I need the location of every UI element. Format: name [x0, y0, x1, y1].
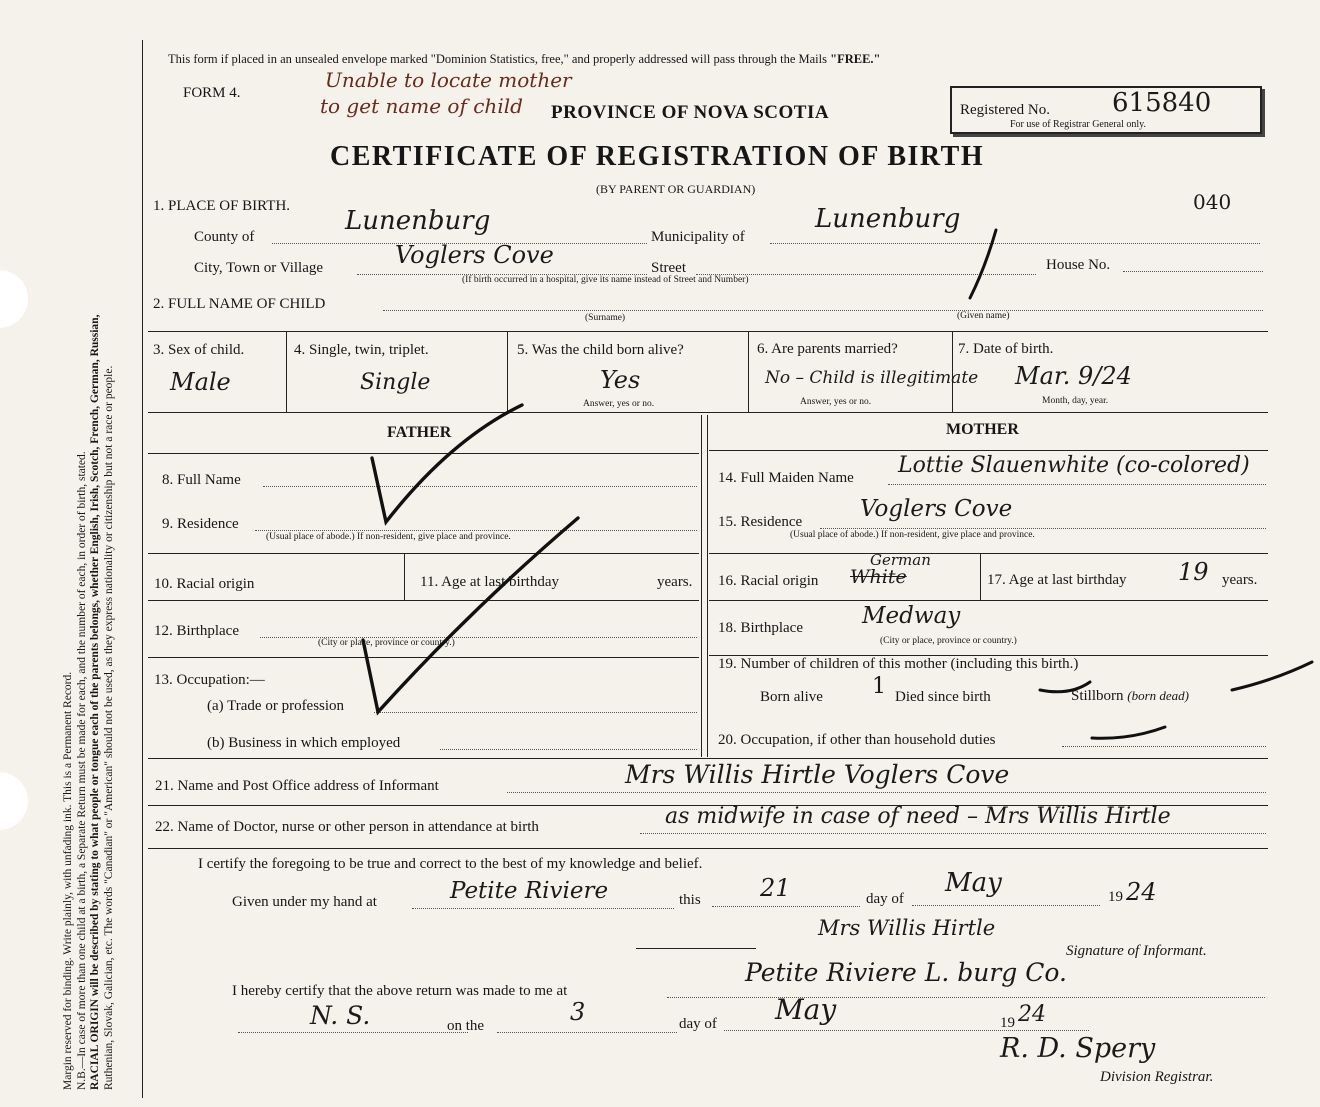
mother-age-label: 17. Age at last birthday: [987, 572, 1127, 588]
sex-value[interactable]: Male: [170, 368, 231, 396]
mother-birthplace-value[interactable]: Medway: [862, 603, 961, 629]
registrar-use-note: For use of Registrar General only.: [1010, 119, 1146, 130]
street-label: Street: [651, 260, 686, 276]
registrar-day-value[interactable]: 3: [570, 998, 586, 1026]
registered-label: Registered No.: [960, 102, 1050, 118]
father-residence-label: 9. Residence: [162, 516, 239, 532]
mother-racial-struck: White: [850, 566, 907, 588]
given-year-suffix[interactable]: 24: [1126, 878, 1157, 906]
dob-label: 7. Date of birth.: [958, 341, 1054, 357]
annotation-code: 040: [1193, 190, 1232, 214]
father-racial-label: 10. Racial origin: [154, 576, 255, 592]
informant-signature: Mrs Willis Hirtle: [818, 916, 996, 940]
father-age-unit: years.: [657, 574, 693, 590]
informant-label: 21. Name and Post Office address of Informant: [155, 778, 439, 794]
county-label: County of: [194, 229, 255, 245]
mother-age-value[interactable]: 19: [1178, 558, 1209, 586]
registered-number: 615840: [1112, 88, 1212, 118]
died-since-birth-dash: [1040, 682, 1090, 692]
registrar-signature: R. D. Spery: [1000, 1033, 1156, 1064]
mother-residence-label: 15. Residence: [718, 514, 803, 530]
house-no-label: House No.: [1046, 257, 1111, 273]
father-trade-label: (a) Trade or profession: [207, 698, 345, 714]
mail-notice-text: This form if placed in an unsealed envelope marked "Dominion Statistics, free," and properly addressed will pass through the Mails: [168, 52, 827, 66]
certify-statement: I certify the foregoing to be true and correct to the best of my knowledge and belief.: [198, 856, 703, 872]
father-birthplace-label: 12. Birthplace: [154, 623, 239, 639]
mother-heading: MOTHER: [946, 421, 1019, 438]
given-day-value[interactable]: 21: [760, 874, 791, 902]
father-occupation-label: 13. Occupation:—: [154, 672, 265, 688]
margin-line-1: Margin reserved for binding. Write plainly, with unfading ink. This is a Permanent Record.: [62, 671, 74, 1090]
place-of-birth-heading: 1. PLACE OF BIRTH.: [153, 198, 291, 214]
mother-occupation-dash: [1092, 727, 1165, 738]
child-name-heading: 2. FULL NAME OF CHILD: [153, 296, 326, 312]
attendant-value[interactable]: as midwife in case of need – Mrs Willis Hirtle: [665, 804, 1171, 829]
registrar-place-value[interactable]: Petite Riviere L. burg Co.: [745, 958, 1067, 987]
mother-occupation-label: 20. Occupation, if other than household duties: [718, 732, 996, 748]
mother-birthplace-label: 18. Birthplace: [718, 620, 803, 636]
province-title: PROVINCE OF NOVA SCOTIA: [551, 102, 830, 123]
stillborn-text: Stillborn: [1071, 688, 1124, 704]
father-residence-caption: (Usual place of abode.) If non-resident, give place and province.: [266, 532, 511, 542]
annotation-line-2: to get name of child: [320, 94, 523, 118]
died-since-birth-label: Died since birth: [895, 689, 991, 705]
dob-caption: Month, day, year.: [1042, 396, 1109, 406]
parents-married-caption: Answer, yes or no.: [800, 397, 872, 407]
mother-age-unit: years.: [1222, 572, 1258, 588]
registrar-day-of-label: day of: [679, 1016, 717, 1032]
given-name-caption: (Given name): [957, 311, 1010, 321]
mother-racial-value[interactable]: German: [870, 551, 931, 569]
plurality-label: 4. Single, twin, triplet.: [294, 342, 429, 358]
father-birthplace-caption: (City or place, province or country.): [318, 638, 455, 648]
registrar-month-value[interactable]: May: [775, 993, 837, 1026]
father-name-label: 8. Full Name: [162, 472, 241, 488]
born-alive-value[interactable]: Yes: [600, 366, 641, 394]
mother-name-value[interactable]: Lottie Slauenwhite (co-colored): [898, 453, 1250, 478]
father-check-mark-1: [372, 405, 522, 522]
plurality-value[interactable]: Single: [360, 370, 431, 395]
informant-value[interactable]: Mrs Willis Hirtle Voglers Cove: [625, 760, 1010, 789]
sex-label: 3. Sex of child.: [153, 342, 245, 358]
registrar-year-prefix: 19: [1000, 1015, 1015, 1031]
mother-name-label: 14. Full Maiden Name: [718, 470, 854, 486]
given-day-of-label: day of: [866, 891, 904, 907]
given-place-value[interactable]: Petite Riviere: [450, 878, 609, 904]
registrar-caption: Division Registrar.: [1100, 1069, 1214, 1085]
dob-value[interactable]: Mar. 9/24: [1015, 362, 1132, 390]
annotation-line-1: Unable to locate mother: [325, 68, 572, 92]
attendant-label: 22. Name of Doctor, nurse or other person in attendance at birth: [155, 819, 539, 835]
father-age-label: 11. Age at last birthday: [420, 574, 559, 590]
county-value[interactable]: Lunenburg: [345, 206, 491, 236]
born-alive-caption: Answer, yes or no.: [583, 399, 655, 409]
street-dash-mark: [970, 230, 996, 298]
form-number: FORM 4.: [183, 85, 241, 101]
city-label: City, Town or Village: [194, 260, 324, 276]
given-under-label: Given under my hand at: [232, 894, 377, 910]
registrar-year-suffix[interactable]: 24: [1018, 1002, 1046, 1027]
given-year-prefix: 19: [1108, 889, 1123, 905]
mother-residence-value[interactable]: Voglers Cove: [860, 496, 1013, 522]
surname-caption: (Surname): [585, 313, 626, 323]
margin-line-3: RACIAL ORIGIN will be described by stating to what people or tongue each of the parents belongs, whether English, Irish, Scotch, French, German, Russian,: [89, 314, 102, 1090]
given-month-value[interactable]: May: [945, 868, 1002, 898]
mother-children-label: 19. Number of children of this mother (including this birth.): [718, 656, 1079, 672]
this-label: this: [679, 892, 701, 908]
municipality-label: Municipality of: [651, 229, 745, 245]
certificate-subtitle: (BY PARENT OR GUARDIAN): [596, 182, 756, 196]
city-value[interactable]: Voglers Cove: [395, 241, 554, 269]
registrar-on-the-label: on the: [447, 1018, 485, 1034]
hospital-note: (If birth occurred in a hospital, give its name instead of Street and Number): [462, 275, 749, 285]
father-business-label: (b) Business in which employed: [207, 735, 401, 751]
margin-line-2: N.B.—In case of more than one child at a birth, a Separate Return must be made for each, and the number of each, in order of birth, stated.: [75, 451, 88, 1090]
margin-line-4: Ruthenian, Slovak, Galician, etc. The words "Canadian" or "American" should not be used, as they express nationality or citizenship but not a race or people.: [102, 365, 115, 1090]
mother-racial-label: 16. Racial origin: [718, 573, 819, 589]
born-alive-label: 5. Was the child born alive?: [517, 342, 684, 358]
certificate-title: CERTIFICATE OF REGISTRATION OF BIRTH: [330, 141, 985, 172]
municipality-value[interactable]: Lunenburg: [815, 204, 961, 234]
stillborn-note: (born dead): [1127, 688, 1190, 703]
born-alive-count[interactable]: 1: [872, 674, 886, 699]
mother-residence-caption: (Usual place of abode.) If non-resident, give place and province.: [790, 530, 1035, 540]
parents-married-value[interactable]: No – Child is illegitimate: [765, 368, 979, 388]
stillborn-dash: [1232, 662, 1312, 690]
registrar-province-value[interactable]: N. S.: [310, 1001, 371, 1030]
mail-notice-free: "FREE.": [830, 52, 881, 66]
parents-married-label: 6. Are parents married?: [757, 341, 898, 357]
mother-birthplace-caption: (City or place, province or country.): [880, 636, 1017, 646]
father-heading: FATHER: [387, 424, 452, 441]
born-alive-count-label: Born alive: [760, 689, 823, 705]
father-check-mark-2: [363, 518, 578, 712]
registrar-statement: I hereby certify that the above return was made to me at: [232, 983, 568, 999]
informant-signature-caption: Signature of Informant.: [1066, 943, 1207, 959]
